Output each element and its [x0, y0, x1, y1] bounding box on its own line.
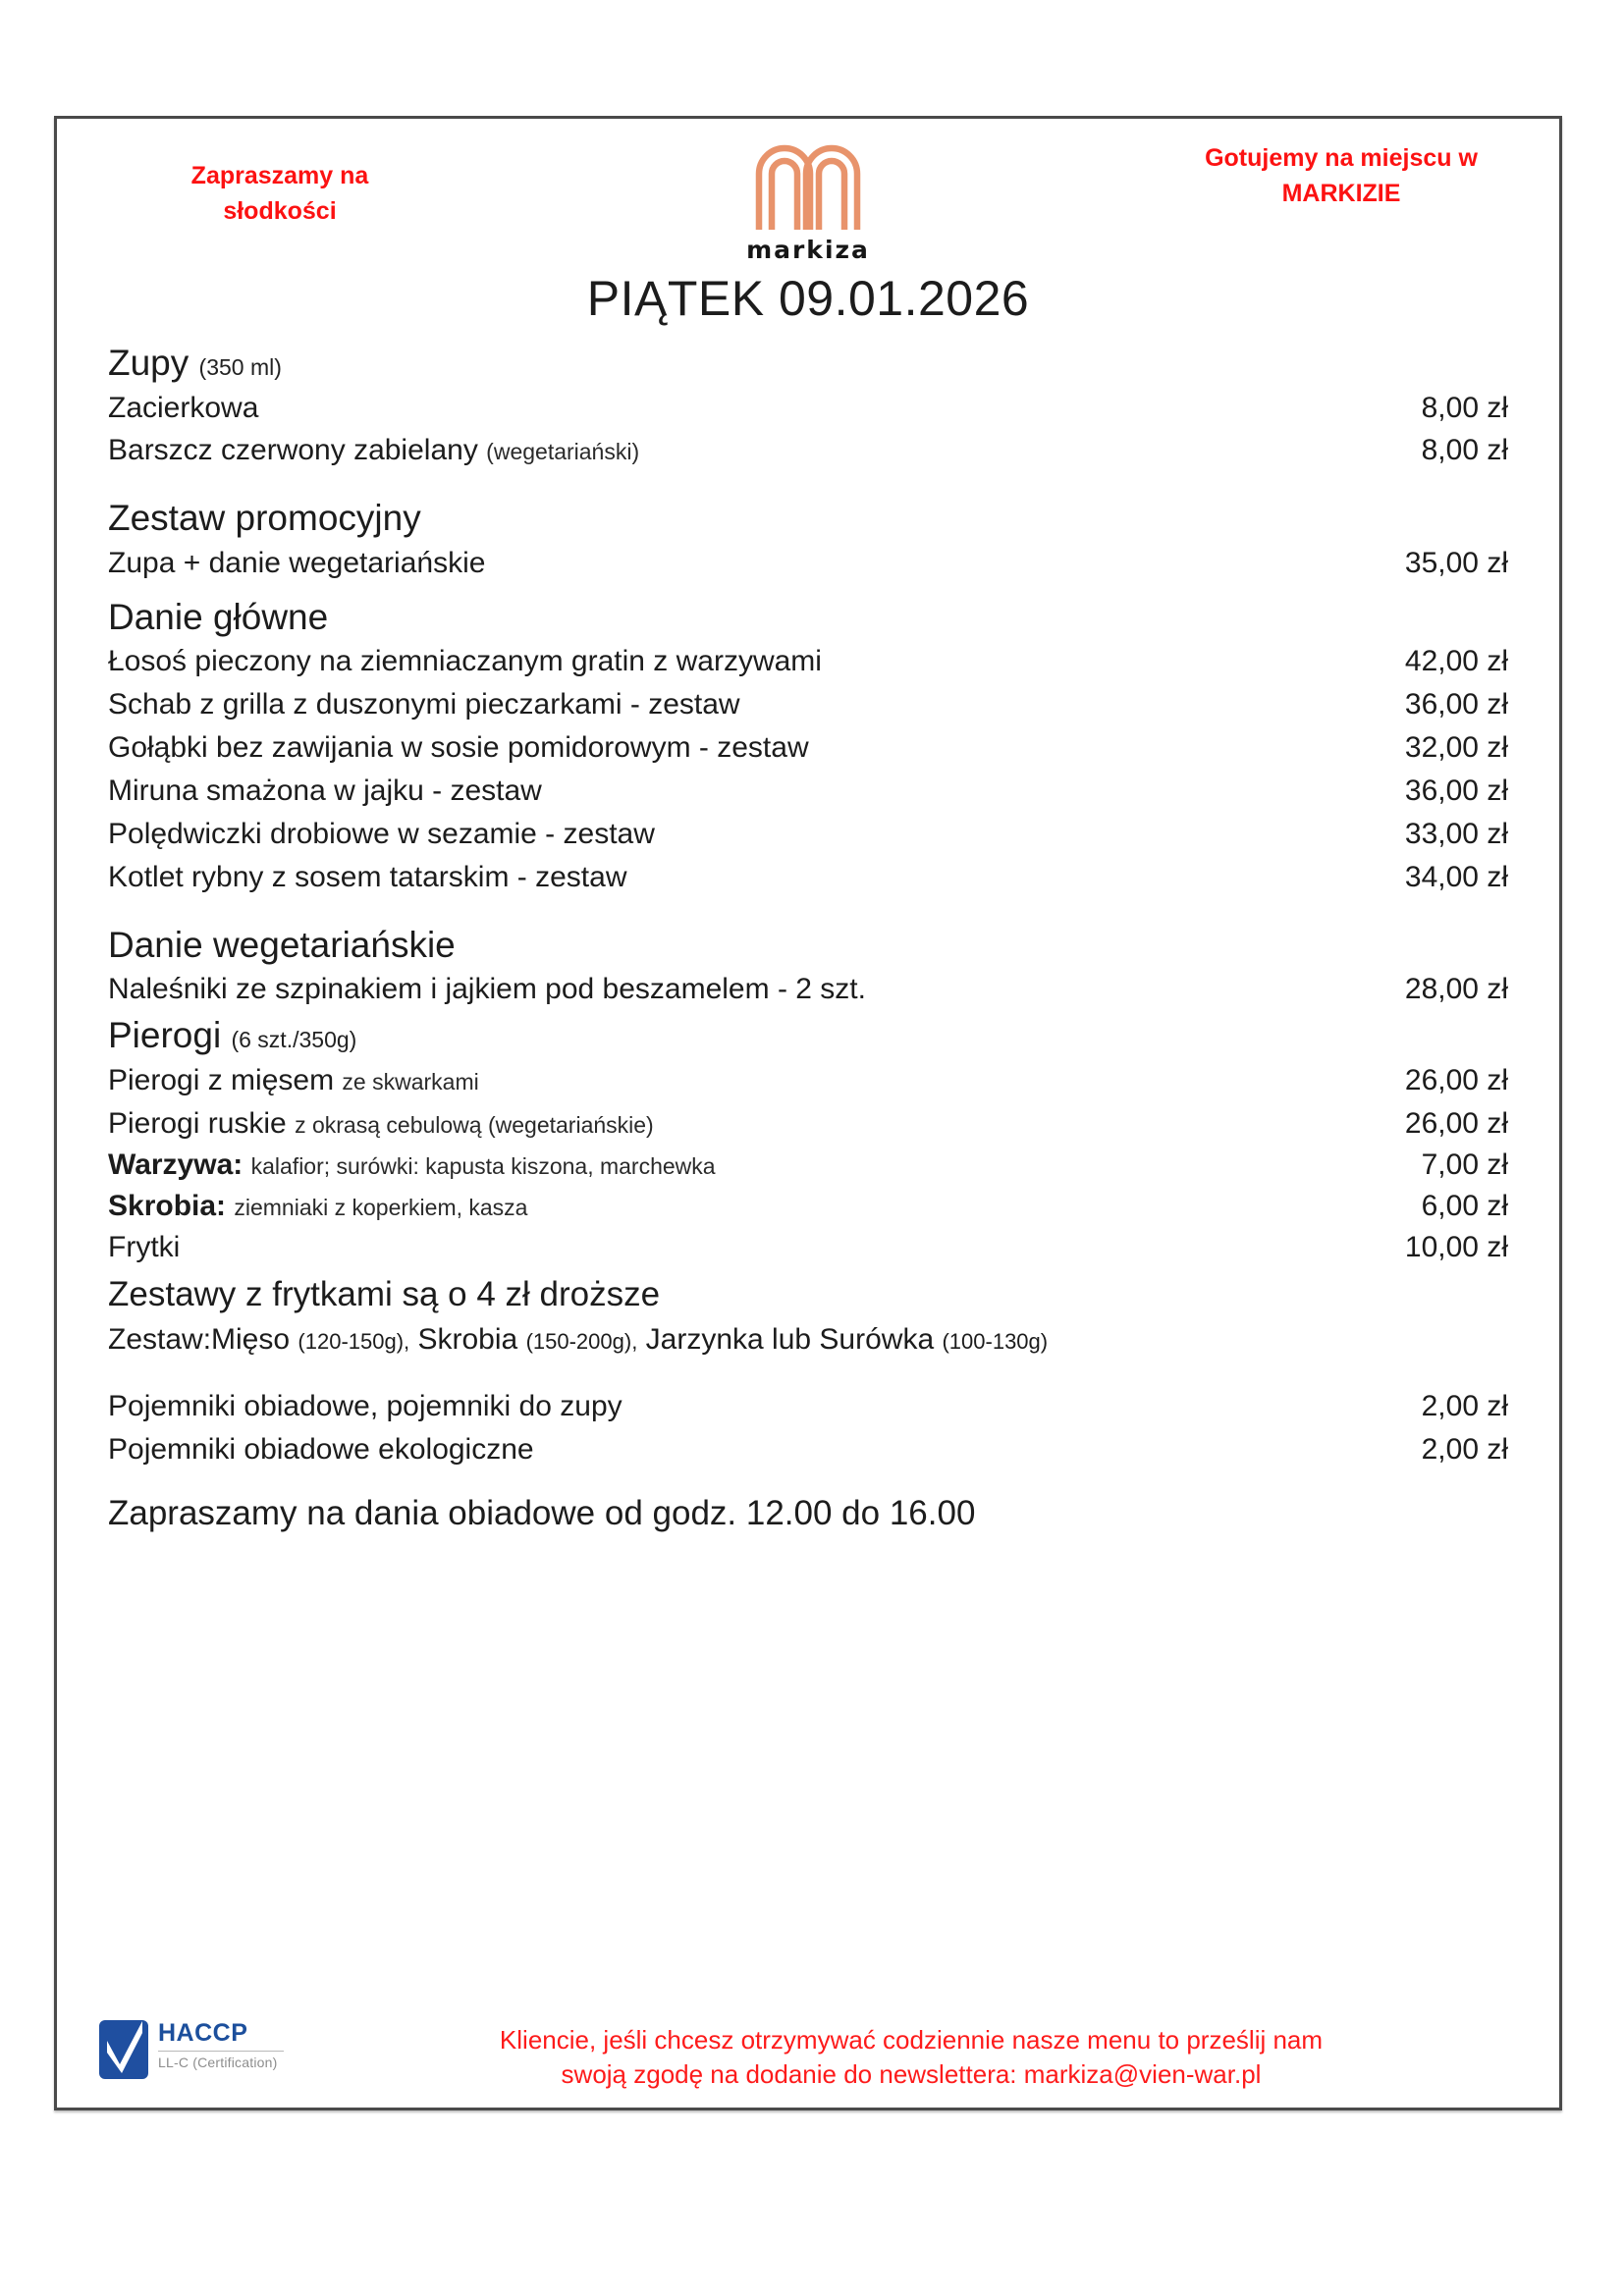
menu-footer: [98, 2015, 1518, 2092]
spacer: [108, 1362, 1508, 1385]
markiza-wordmark: markiza: [746, 236, 870, 264]
markiza-m-icon: [750, 136, 866, 235]
item-name: Kotlet rybny z sosem tatarskim - zestaw: [108, 860, 627, 893]
menu-date-title: PIĄTEK 09.01.2026: [586, 271, 1030, 326]
menu-row: [108, 1102, 1508, 1146]
spacer: [108, 899, 1508, 913]
item-name: Polędwiczki drobiowe w sezamie - zestaw: [108, 817, 655, 850]
item-price: 2,00 zł: [1421, 1432, 1508, 1466]
set-composition-note: [108, 1317, 1508, 1362]
section-title: Pierogi: [108, 1015, 222, 1056]
item-name: Pojemniki obiadowe ekologiczne: [108, 1432, 534, 1466]
item-price: 42,00 zł: [1404, 645, 1508, 678]
item-price: 32,00 zł: [1404, 731, 1508, 765]
item-name: Pojemniki obiadowe, pojemniki do zupy: [108, 1390, 623, 1423]
menu-row: [108, 1059, 1508, 1102]
haccp-title: HACCP: [158, 2018, 248, 2047]
item-price: 6,00 zł: [1421, 1190, 1508, 1223]
spacer: [108, 472, 1508, 486]
item-name: Barszcz czerwony zabielany: [108, 434, 478, 467]
newsletter-line-2: swoją zgodę na dodanie do newslettera: markiza@vien-war.pl: [561, 2058, 1262, 2089]
haccp-badge: [98, 2015, 334, 2080]
menu-row: [108, 968, 1508, 1011]
section-qty: (6 szt./350g): [231, 1027, 357, 1053]
set-prefix: Zestaw:Mięso: [108, 1323, 291, 1357]
section-heading-pierogi: [108, 1015, 1508, 1057]
section-title: Zestaw promocyjny: [108, 498, 421, 539]
item-sub: z okrasą cebulową (wegetariańskie): [295, 1111, 654, 1138]
menu-row-warzywa: [108, 1145, 1508, 1186]
opening-hours-note: Zapraszamy na dania obiadowe od godz. 12.00 do 16.00: [108, 1493, 976, 1532]
menu-row: [108, 813, 1508, 856]
item-price: 33,00 zł: [1404, 817, 1508, 850]
item-price: 8,00 zł: [1421, 434, 1508, 467]
item-price: 10,00 zł: [1404, 1231, 1508, 1264]
item-price: 34,00 zł: [1404, 860, 1508, 893]
markiza-logo: [710, 136, 906, 264]
section-heading-zupy: [108, 343, 1508, 385]
side-label: Warzywa:: [108, 1148, 244, 1182]
item-name: Pierogi z mięsem: [108, 1063, 335, 1096]
item-name: Schab z grilla z duszonymi pieczarkami - zestaw: [108, 688, 740, 721]
menu-row: [108, 387, 1508, 430]
item-price: 36,00 zł: [1404, 774, 1508, 807]
side-label: Skrobia:: [108, 1190, 227, 1223]
menu-row: [108, 726, 1508, 770]
set-meat-weight: (120-150g),: [298, 1329, 410, 1355]
item-name: Zupa + danie wegetariańskie: [108, 546, 486, 579]
menu-row: [108, 683, 1508, 726]
promo-cooking-text: Gotujemy na miejscu w MARKIZIE: [1205, 144, 1478, 208]
menu-row-frytki: [108, 1227, 1508, 1268]
haccp-subtitle: LL-C (Certification): [158, 2054, 278, 2070]
side-sub: ziemniaki z koperkiem, kasza: [234, 1195, 528, 1221]
menu-row: [108, 770, 1508, 813]
set-veg-weight: (100-130g): [942, 1329, 1049, 1355]
set-veg: Jarzynka lub Surówka: [645, 1323, 935, 1357]
menu-card: [54, 116, 1562, 2110]
section-heading-danie-wegetarianskie: [108, 925, 1508, 967]
menu-row-container: [108, 1385, 1508, 1428]
item-sub: ze skwarkami: [342, 1068, 479, 1095]
item-name: Zacierkowa: [108, 391, 259, 424]
item-sub: (wegetariański): [486, 439, 640, 465]
menu-row: [108, 542, 1508, 585]
haccp-divider: [158, 2051, 284, 2052]
menu-row: [108, 429, 1508, 472]
item-name: Naleśniki ze szpinakiem i jajkiem pod beszamelem - 2 szt.: [108, 973, 866, 1006]
item-price: 26,00 zł: [1404, 1063, 1508, 1096]
item-name: Miruna smażona w jajku - zestaw: [108, 774, 542, 807]
promo-sweets-text: Zapraszamy na słodkości: [190, 162, 369, 226]
newsletter-invite: [334, 2015, 1518, 2092]
section-heading-danie-glowne: [108, 597, 1508, 639]
menu-header: [98, 119, 1518, 276]
fries-surcharge-note: Zestawy z frytkami są o 4 zł droższe: [108, 1275, 661, 1314]
menu-body: [98, 343, 1518, 1534]
haccp-check-icon: [98, 2019, 149, 2080]
item-name: Frytki: [108, 1231, 181, 1264]
section-title: Danie wegetariańskie: [108, 924, 456, 965]
menu-row: [108, 856, 1508, 899]
item-price: 36,00 zł: [1404, 688, 1508, 721]
menu-row-skrobia: [108, 1186, 1508, 1227]
side-sub: kalafior; surówki: kapusta kiszona, marchewka: [250, 1153, 716, 1180]
item-name: Pierogi ruskie: [108, 1106, 287, 1140]
item-price: 26,00 zł: [1404, 1106, 1508, 1140]
set-starch-weight: (150-200g),: [525, 1329, 638, 1355]
menu-row: [108, 640, 1508, 683]
item-price: 2,00 zł: [1421, 1390, 1508, 1423]
section-heading-zestaw-promocyjny: [108, 498, 1508, 540]
menu-row-container: [108, 1428, 1508, 1471]
section-title: Danie główne: [108, 596, 329, 637]
section-qty: (350 ml): [198, 354, 282, 380]
section-title: Zupy: [108, 343, 189, 383]
item-price: 35,00 zł: [1404, 546, 1508, 579]
item-name: Łosoś pieczony na ziemniaczanym gratin z warzywami: [108, 645, 822, 678]
item-price: 7,00 zł: [1421, 1148, 1508, 1182]
item-price: 28,00 zł: [1404, 973, 1508, 1006]
newsletter-line-1: Kliencie, jeśli chcesz otrzymywać codziennie nasze menu to prześlij nam: [499, 2024, 1324, 2055]
item-name: Gołąbki bez zawijania w sosie pomidorowym - zestaw: [108, 731, 809, 765]
item-price: 8,00 zł: [1421, 391, 1508, 424]
set-starch: Skrobia: [417, 1323, 518, 1357]
